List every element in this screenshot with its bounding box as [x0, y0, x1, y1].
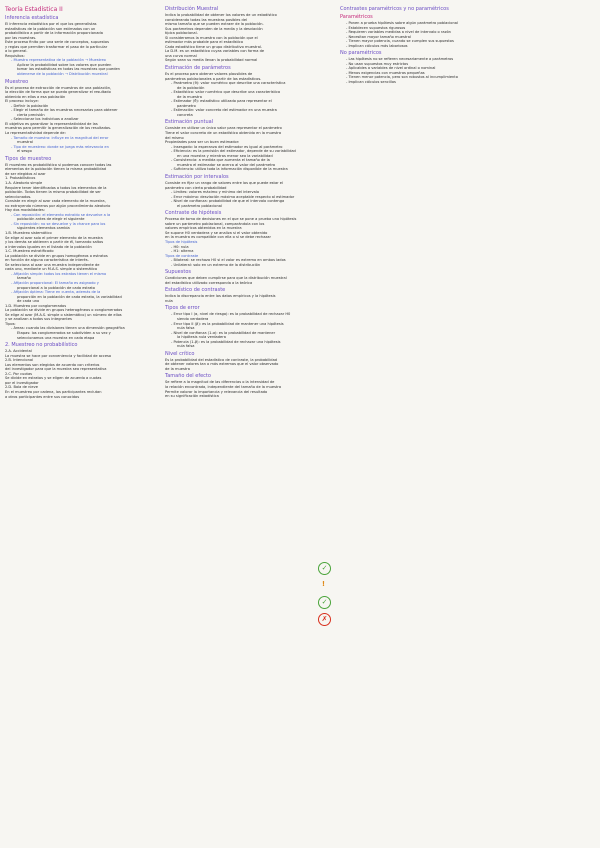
note-line: - Error máximo: desviación máxima aceptable respecto al estimador — [171, 194, 295, 199]
note-line: Consiste en fijar un rango de valores entre los que puede estar el — [165, 180, 283, 185]
note-line: Es el proceso de extracción de muestras de una población, — [5, 85, 112, 90]
notes-section — [5, 15, 190, 77]
note-line: 2.D. Bola de nieve — [5, 385, 38, 390]
section-heading: No paramétricos — [340, 50, 382, 57]
section-heading: Distribución Muestral — [165, 6, 219, 12]
note-line: - H0: nula — [171, 244, 189, 249]
note-line: nula — [165, 298, 173, 303]
note-line: Se elige al azar solo el primer elemento de la muestra — [5, 235, 103, 240]
section-heading: Contraste de hipótesis — [165, 210, 222, 217]
notes-column-right — [340, 5, 515, 87]
note-line: siguientes elementos cambia — [17, 226, 70, 231]
notes-column-left — [5, 5, 190, 401]
note-line: proporcional a la población de cada estrato — [17, 285, 96, 290]
note-line: - Insesgado: la esperanza del estimador es igual al parámetro — [171, 144, 283, 149]
notes-section — [165, 65, 343, 117]
notes-section — [340, 14, 515, 48]
section-heading: Inferencia estadística — [5, 15, 59, 21]
note-line: la elección de forma que se pueda generalizar el resultado — [5, 90, 111, 95]
note-line: mismo tamaño que se pueden extraer de la población. — [165, 22, 264, 27]
section-heading: Tamaño del efecto — [165, 373, 211, 380]
note-line: Es el proceso para obtener valores plausibles de — [165, 72, 253, 77]
note-line: La muestra se hace por conveniencia y facilidad de acceso — [5, 353, 112, 358]
note-line: en la muestra es compatible con ella o si se debe rechazar — [165, 235, 271, 240]
note-line: de la población — [177, 85, 205, 90]
note-line: - Aplicables a variables de nivel ordinal o nominal — [346, 66, 436, 71]
note-line: 1.C. Muestreo estratificado — [5, 249, 54, 254]
note-line: El inferencia estadística por el que los generalistas — [5, 22, 97, 26]
note-line: - Muestra representativa de la población → Muestreo — [11, 58, 106, 63]
note-line: Propiedades para ser un buen estimador: — [165, 140, 240, 145]
note-line: 1.D. Muestreo por conglomerados — [5, 303, 67, 308]
note-line: - Ponen a prueba hipótesis sobre algún parámetro poblacional — [346, 21, 458, 25]
warning-mark-icon: ! — [321, 580, 326, 588]
note-line: muestras para permitir la generalización de los resultados. — [5, 126, 112, 131]
note-line: - Implican cálculos más laboriosos — [346, 43, 408, 48]
note-line: - Tamaño de muestra: influye en la magnitud del error — [11, 135, 109, 140]
note-line: Indica la probabilidad de obtener los valores de un estadístico — [165, 13, 277, 17]
section-heading: Nivel crítico — [165, 350, 195, 357]
section-heading: Tipos de error — [165, 305, 200, 312]
note-line: Se selecciona al azar una muestra independiente de — [5, 262, 100, 267]
note-line: - Elegir el tamaño de las muestras necesarias para obtener — [11, 108, 118, 113]
note-line: estimador más probable para el estadístico — [165, 40, 244, 45]
note-line: muestra el estimador se acerca al valor del parámetro — [177, 162, 276, 167]
notes-section — [340, 6, 515, 12]
notes-section — [165, 373, 343, 398]
note-line: no extrayendo números por algún procedimiento aleatorio — [5, 203, 111, 208]
note-line: - Necesitan mayor tamaño muestral — [346, 34, 411, 39]
note-line: de obtener valores tan o más extremos que el valor observado — [165, 362, 279, 367]
note-line: - Suficiencia: utiliza toda la información disponible de la muestra — [171, 167, 288, 172]
note-line: - Nivel de confianza (1-α): es la probabilidad de mantener — [171, 330, 276, 335]
note-line: obtenido en ellas a esa población — [5, 94, 66, 99]
note-line: muestral — [17, 140, 33, 145]
section-heading: Estimación puntual — [165, 119, 214, 126]
note-line: En el muestreo por cadena, los participantes reclutan — [5, 390, 102, 395]
note-line: de la muestra — [177, 94, 202, 99]
note-line: - Consistencia: a medida que aumenta el tamaño de la — [171, 158, 270, 163]
notes-section — [5, 342, 190, 399]
note-line: - Tienen menor potencia, pero son robustos al incumplimiento — [346, 75, 458, 80]
note-line: La D.M. es un estadístico cuyas variables con forma de — [165, 49, 265, 54]
note-line: - Seleccionar los individuos a analizar — [11, 117, 79, 122]
note-line: Es la probabilidad del estadístico de contraste, la probabilidad — [165, 357, 278, 362]
note-line: - Afijación óptima: Tiene en cuenta, además de la — [11, 290, 101, 295]
note-line: Según sean su media llevan la probabilidad normal — [165, 58, 258, 63]
note-line: el sesgo — [17, 149, 32, 154]
note-line: - Estimación: valor concreto del estimador en una muestra — [171, 108, 277, 113]
note-line: y los demás se obtienen a partir de él, tomando saltos — [5, 240, 104, 245]
note-line: parámetro con cierta probabilidad — [165, 185, 227, 190]
note-line: Se supone H0 verdadera y se analiza si el valor obtenido — [165, 230, 268, 235]
note-line: 2.B. Intencional — [5, 358, 34, 363]
note-line: - H1: alterna — [171, 249, 194, 254]
note-line: Este proceso finito por una serie de conceptos, supuestos — [5, 40, 109, 45]
note-line: Sus parámetros dependen de la media y la desviación — [165, 26, 263, 31]
note-line: - No usan supuestos muy estrictos — [346, 61, 409, 66]
section-heading: 2. Muestreo no probabilístico — [5, 342, 78, 349]
note-line: de la muestra — [165, 366, 190, 371]
notes-section — [165, 269, 343, 285]
note-line: parámetros poblacionales a partir de los estadísticos. — [165, 76, 262, 81]
note-line: estadísticas de la población son estimados con un — [5, 26, 96, 31]
note-line: población antes de elegir el siguiente — [17, 217, 85, 222]
note-line: valores empíricos obtenidos en la muestra — [165, 226, 242, 231]
note-line: - Afijación simple: todos los estratos tienen el mismo — [11, 271, 107, 276]
note-line: típica poblacional. — [165, 31, 198, 36]
note-line: - Potencia (1-β): es la probabilidad de rechazar una hipótesis — [171, 339, 281, 344]
note-line: tomar las estadísticas en todas las muestras que pueden — [17, 67, 120, 72]
note-line: una curva normal — [165, 53, 197, 58]
note-line: Cada estadístico tiene un grupo distributivo muestral. — [165, 44, 263, 49]
note-line: seleccionamos una muestra en cada etapa — [17, 335, 95, 340]
note-line: - Error tipo I (α, nivel de riesgo): es la probabilidad de rechazar H0 — [171, 312, 291, 317]
note-line: El proceso incluye: — [5, 99, 39, 104]
note-line: y reglas que permiten trasformar el paso de lo particular — [5, 44, 108, 49]
note-line: 1. Probabilísticos — [5, 176, 36, 181]
note-line: El muestreo es probabilístico si podemos conocer todas las — [5, 162, 112, 167]
notes-section — [5, 156, 190, 340]
note-line: Si consideramos la muestra con la población que el — [165, 35, 258, 40]
note-line: población. Todos tienen la misma probabilidad de ser — [5, 190, 101, 195]
note-line: elementos de la población tienen la misma probabilidad — [5, 167, 107, 172]
section-heading: Paramétricos — [340, 14, 373, 20]
note-line: a intervalos iguales en el listado de la población — [5, 244, 92, 249]
note-line: nula falsa — [177, 344, 195, 349]
note-line: - Definir la población — [11, 103, 49, 108]
note-line: por las muestras. — [5, 35, 37, 40]
section-heading: Supuestos — [165, 269, 191, 276]
note-line: en una muestra y mientras menor sea la variabilidad — [177, 153, 273, 158]
note-line: sobre un parámetro poblacional, comparándola con los — [165, 221, 265, 226]
note-line: 2.C. Por cuotas — [5, 371, 33, 376]
note-line: obtenerse de la población → Distribución muestral — [17, 72, 108, 77]
note-line: - Las hipótesis no se refieren necesariamente a parámetros — [346, 57, 454, 62]
note-line: Se divide en estratos y se eligen de acuerdo a cuotas — [5, 376, 102, 381]
note-line: considerando todas las muestras posibles del — [165, 17, 248, 22]
note-line: cada uno, mediante un M.A.S. simple o sistemático — [5, 267, 98, 272]
note-line: - Estadístico: valor numérico que describe una característica — [171, 90, 281, 95]
note-line: Se elige al azar (M.A.S. simple o sistemático) un número de ellos — [5, 312, 122, 317]
note-line: y se analizan a todos sus integrantes — [5, 317, 72, 322]
notes-section — [165, 119, 343, 171]
notes-section — [165, 6, 343, 63]
note-line: - Afijación proporcional: El tamaño es asignado y — [11, 280, 99, 285]
check-mark-icon: ✓ — [318, 562, 331, 575]
note-line: - Unilateral: solo en un extremo de la distribución — [171, 262, 261, 267]
notes-section — [165, 287, 343, 303]
note-line: la relación encontrada, independiente del tamaño de la muestra — [165, 385, 282, 389]
section-heading: Estimación por intervalos — [165, 173, 229, 180]
check-mark-icon: ✓ — [318, 596, 331, 609]
note-line: La población se divide en grupos heterogéneos o conglomerados — [5, 308, 123, 313]
note-line: siendo verdadera — [177, 316, 209, 321]
note-line: - Límites: valores máximo y mínimo del intervalo — [171, 190, 260, 195]
note-line: la hipótesis nula verdadera — [177, 335, 226, 340]
note-line: 1.A. Aleatorio simple — [5, 180, 43, 185]
note-line: - Menos exigencias con muestras pequeñas — [346, 70, 425, 75]
note-line: Tiene el valor concreto de un estadístico obtenido en la muestra — [165, 131, 282, 136]
note-line: - Implican cálculos sencillos — [346, 80, 396, 85]
note-line: tamaño — [17, 276, 31, 281]
note-line: - Error tipo II (β): es la probabilidad de mantener una hipótesis — [171, 321, 284, 326]
note-line: concreta — [177, 112, 193, 117]
note-line: - Establecen supuestos rigurosos — [346, 25, 406, 30]
section-heading: Estadístico de contraste — [165, 287, 226, 294]
section-heading: Muestreo — [5, 78, 29, 85]
notes-section — [165, 174, 343, 208]
note-line: - Parámetro (θ): valor numérico que describe una característica — [171, 81, 286, 86]
note-line: Tipos: — [5, 321, 16, 326]
note-line: - Estimador (θ̂): estadístico utilizado para representar el — [171, 99, 272, 104]
note-line: 2.A. Accidental — [5, 349, 32, 354]
note-line: proporción en la población de cada estrato, la variabilidad — [17, 294, 122, 299]
notes-column-middle — [165, 5, 343, 401]
notes-section — [340, 50, 515, 84]
note-line: Consiste en utilizar un único valor para representar el parámetro — [165, 126, 282, 131]
note-line: a otros participantes entre sus conocidos — [5, 394, 80, 399]
note-line: Condiciones que deben cumplirse para que la distribución muestral — [165, 276, 287, 281]
note-line: El objetivo es garantizar la representatividad de las — [5, 121, 98, 126]
note-line: Proceso de toma de decisiones en el que se pone a prueba una hipótesis — [165, 217, 297, 222]
note-line: Los elementos son elegidos de acuerdo con criterios — [5, 362, 100, 367]
note-line: el parámetro poblacional — [177, 203, 222, 208]
note-line: Requisitos: — [5, 53, 25, 58]
note-line: parámetro — [177, 103, 196, 108]
note-line: en su significación estadística — [165, 394, 219, 399]
note-line: - Tipo de muestreo: donde se juega más relevancia en — [11, 144, 109, 149]
section-heading: Tipos de muestreo — [5, 155, 52, 162]
notes-section — [165, 210, 343, 267]
note-line: por el investigador — [5, 380, 39, 385]
note-line: de cada uno — [17, 299, 40, 304]
notes-section — [5, 6, 190, 13]
note-line: Hay dos modalidades: — [5, 208, 45, 213]
note-line: del estadístico utilizado corresponda a la teórica — [165, 280, 253, 285]
note-line: de ser elegidos al azar — [5, 171, 46, 176]
notes-section — [5, 79, 190, 154]
note-line: cierta precisión — [17, 112, 45, 117]
note-line: - Requieren variables medidas a nivel de intervalo o razón — [346, 30, 451, 35]
note-line: 1.B. Muestreo sistemático — [5, 230, 52, 235]
note-line: - Nivel de confianza: probabilidad de que el intervalo contenga — [171, 199, 285, 204]
note-line: Indica la discrepancia entre los datos empíricos y la hipótesis — [165, 294, 276, 299]
section-heading: Contrastes paramétricos y no paramétricos — [340, 6, 449, 12]
note-line: Etapas: los conglomerados se subdividen a su vez y — [17, 331, 111, 335]
note-line: La población se divide en grupos homogéneos o estratos — [5, 253, 108, 258]
notes-section — [165, 351, 343, 372]
note-line: - Sin reposición: no se devuelve y la chance para los — [11, 221, 106, 226]
note-line: del investigador para que la muestra sea representativa — [5, 367, 107, 372]
cross-mark-icon: ✗ — [318, 613, 331, 626]
section-heading: Teoría Estadística II — [5, 6, 63, 13]
note-line: del mismo — [165, 135, 184, 140]
note-line: Aplicar la probabilidad sobre los valores que pueden — [17, 62, 112, 67]
note-line: Se refiere a la magnitud de las diferencias o la intensidad de — [165, 380, 275, 385]
note-line: en función de alguna característica de interés. — [5, 258, 89, 263]
note-line: Tipos de hipótesis — [165, 239, 198, 244]
note-line: Consiste en elegir al azar cada elemento de la muestra, — [5, 199, 106, 204]
section-heading: Estimación de parámetros — [165, 65, 231, 72]
note-line: probabilística a partir de la información proporcionada — [5, 31, 103, 36]
note-line: a lo general. — [5, 49, 28, 54]
note-line: - Eficiencia: es la precisión del estimador, depende de su variabilidad — [171, 149, 296, 154]
note-line: seleccionados. — [5, 194, 32, 199]
notes-section — [165, 305, 343, 348]
note-line: Permite valorar la importancia y relevancia del resultado — [165, 389, 268, 394]
note-line: - Con reposición: el elemento extraído se devuelve a la — [11, 212, 111, 217]
note-line: nula falsa — [177, 326, 195, 331]
note-line: Tipos de contraste — [165, 253, 199, 258]
note-line: - Bilateral: se rechaza H0 si el valor es extremo en ambos lados — [171, 258, 286, 263]
note-line: La representatividad depende de: — [5, 131, 66, 136]
note-line: - Tienen mayor potencia, cuando se cumplen sus supuestos — [346, 39, 454, 44]
note-line: - Áreas: cuando las divisiones tienen una dimensión geográfica — [11, 326, 125, 331]
note-line: Requiere tener identificados a todos los elementos de la — [5, 185, 107, 190]
